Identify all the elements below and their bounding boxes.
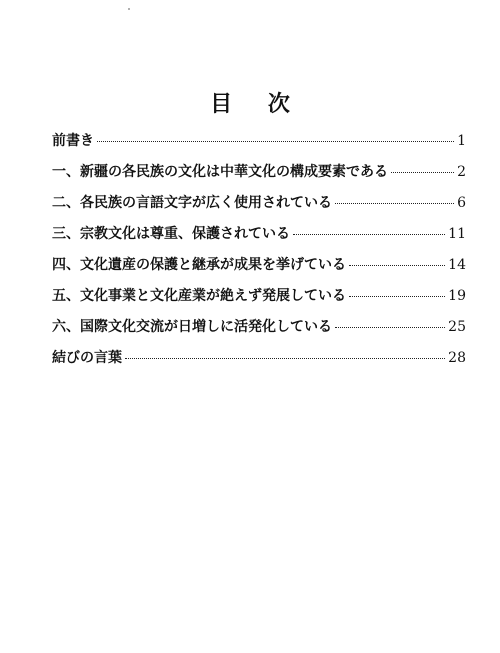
toc-dot-leader	[391, 172, 454, 173]
toc-entry-label: 前書き	[52, 133, 94, 149]
toc-page-number: 11	[448, 226, 466, 242]
toc-dot-leader	[97, 141, 454, 142]
toc-entry-conclusion[interactable]	[52, 347, 466, 378]
toc-entry-section-6[interactable]	[52, 316, 466, 347]
toc-dot-leader	[335, 203, 454, 204]
toc-entry-section-2[interactable]	[52, 192, 466, 223]
toc-dot-leader	[349, 265, 445, 266]
toc-entry-section-1[interactable]	[52, 161, 466, 192]
toc-page-number: 28	[448, 350, 466, 366]
page-title: 目 次	[210, 91, 304, 117]
toc-page-number: 1	[457, 133, 466, 149]
toc-entry-label: 結びの言葉	[52, 350, 122, 366]
toc-entry-section-4[interactable]	[52, 254, 466, 285]
toc-entry-label: 六、国際文化交流が日増しに活発化している	[52, 319, 332, 335]
toc-entry-section-5[interactable]	[52, 285, 466, 316]
toc-dot-leader	[293, 234, 445, 235]
toc-entry-label: 二、各民族の言語文字が広く使用されている	[52, 195, 332, 211]
scan-speck	[128, 8, 130, 10]
toc-entry-label: 三、宗教文化は尊重、保護されている	[52, 226, 290, 242]
toc-page-number: 19	[448, 288, 466, 304]
toc-page-number: 25	[448, 319, 466, 335]
toc-dot-leader	[125, 358, 445, 359]
toc-page-number: 2	[457, 164, 466, 180]
toc-page-number: 14	[448, 257, 466, 273]
toc-entry-label: 一、新疆の各民族の文化は中華文化の構成要素である	[52, 164, 388, 180]
table-of-contents	[52, 130, 466, 378]
toc-dot-leader	[349, 296, 445, 297]
toc-entry-preface[interactable]	[52, 130, 466, 161]
toc-page-number: 6	[457, 195, 466, 211]
toc-entry-label: 五、文化事業と文化産業が絶えず発展している	[52, 288, 346, 304]
toc-entry-label: 四、文化遺産の保護と継承が成果を挙げている	[52, 257, 346, 273]
toc-dot-leader	[335, 327, 445, 328]
toc-entry-section-3[interactable]	[52, 223, 466, 254]
